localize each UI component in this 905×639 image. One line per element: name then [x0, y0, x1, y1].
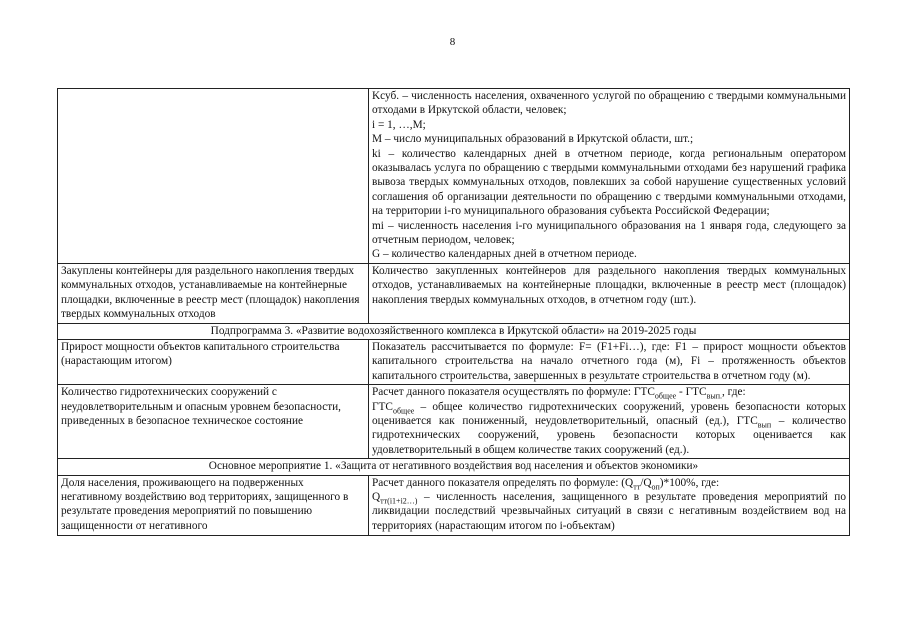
formula-text: )*100%, где: [659, 476, 720, 489]
indicator-name-cell [58, 89, 369, 264]
formula-description-cell [369, 475, 850, 535]
table-row [58, 339, 850, 384]
formula-text: ГТС [372, 400, 393, 413]
definition-line: G – количество календарных дней в отчетном периоде. [372, 248, 637, 261]
subprogram-heading: Подпрограмма 3. «Развитие водохозяйственного комплекса в Иркутской области» на 2019-2025 годы [58, 323, 850, 339]
definition-line: i = 1, …,M; [372, 118, 426, 131]
formula-description-cell [369, 89, 850, 264]
formula-text: , где: [722, 386, 746, 399]
definition-line: M – число муниципальных образований в Иркутской области, шт.; [372, 133, 694, 146]
formula-subscript: тт [633, 481, 641, 491]
formula-subscript: общее [392, 405, 415, 415]
table-row [58, 475, 850, 535]
section-row [58, 459, 850, 475]
section-row [58, 323, 850, 339]
formula-subscript: общее [654, 391, 677, 401]
main-activity-heading: Основное мероприятие 1. «Защита от негативного воздействия вод населения и объектов экономики» [58, 459, 850, 475]
formula-text: Q [372, 490, 381, 503]
formula-text: /Q [640, 476, 652, 489]
formula-description-cell: Показатель рассчитывается по формуле: F= (F1+Fi…), где: F1 – прирост мощности объектов капитального строительства на начало отчетного года (м), Fi – протяженность объектов капитального строительства, завершенных в результате строительства в отчетном году (м). [369, 339, 850, 384]
indicator-name-cell: Количество гидротехнических сооружений с неудовлетворительным и опасным уровнем безопасности, приведенных в безопасное техническое состояние [58, 385, 369, 459]
formula-description-cell: Количество закупленных контейнеров для раздельного накопления твердых коммунальных отходов, устанавливаемых на контейнерные площадки, включенные в реестр мест (площадок) накопления твердых коммунальных отходов, в отчетном году (шт.). [369, 263, 850, 323]
definition-line: mi – численность населения i-го муниципального образования на 1 января года, следующего за отчетным периодом, человек; [372, 219, 846, 247]
formula-subscript: тт(i1+i2…) [380, 496, 418, 506]
page-number: 8 [449, 36, 456, 48]
formula-subscript: вып [757, 420, 772, 430]
formula-description-cell [369, 385, 850, 459]
table-row [58, 263, 850, 323]
formula-text: – количество гидротехнических сооружений, уровень безопасности которых оценивается как удовлетворительный в общем количестве таких сооружений (ед.). [372, 414, 846, 456]
formula-subscript: оп [651, 481, 660, 491]
formula-text: - ГТС [676, 386, 707, 399]
indicator-table [57, 88, 850, 536]
definition-line: Kсуб. – численность населения, охваченного услугой по обращению с твердыми коммунальными отходами в Иркутской области, человек; [372, 90, 846, 117]
table-row [58, 385, 850, 459]
indicator-name-text: Доля населения, проживающего на подверженных негативному воздействию вод территориях, защищенного в результате проведения мероприятий по повышению защищенности от негативного [61, 476, 349, 532]
indicator-name-cell: Закуплены контейнеры для раздельного накопления твердых коммунальных отходов, устанавливаемые на контейнерные площадки, включенные в реестр мест (площадок) накопления твердых коммунальных отходов [58, 263, 369, 323]
formula-subscript: вып. [706, 391, 723, 401]
formula-text: – общее количество гидротехнических сооружений, уровень безопасности которых оценивается как пониженный, неудовлетворительный, опасный (ед.), ГТС [372, 400, 846, 427]
formula-text: Расчет данного показателя осуществлять по формуле: ГТС [372, 386, 655, 399]
formula-description-text [372, 476, 846, 534]
formula-text: Расчет данного показателя определять по формуле: (Q [372, 476, 634, 489]
formula-text: – численность населения, защищенного в результате проведения мероприятий по ликвидации последствий чрезвычайных ситуаций в связи с негативным воздействием вод на территориях (нарастающим итогом по i-объектам) [372, 490, 846, 532]
table-row [58, 89, 850, 264]
indicator-name-cell [58, 475, 369, 535]
indicator-name-cell: Прирост мощности объектов капитального строительства (нарастающим итогом) [58, 339, 369, 384]
definition-line: ki – количество календарных дней в отчетном периоде, когда региональным оператором оказывалась услуга по обращению с твердыми коммунальными отходами без нарушений графика вывоза твердых коммунальных отходов, повлекших за собой нарушение существенных условий соглашения об организации деятельности по обращению с твердыми коммунальными отходами, на территории i-го муниципального образования субъекта Российской Федерации; [372, 147, 846, 218]
